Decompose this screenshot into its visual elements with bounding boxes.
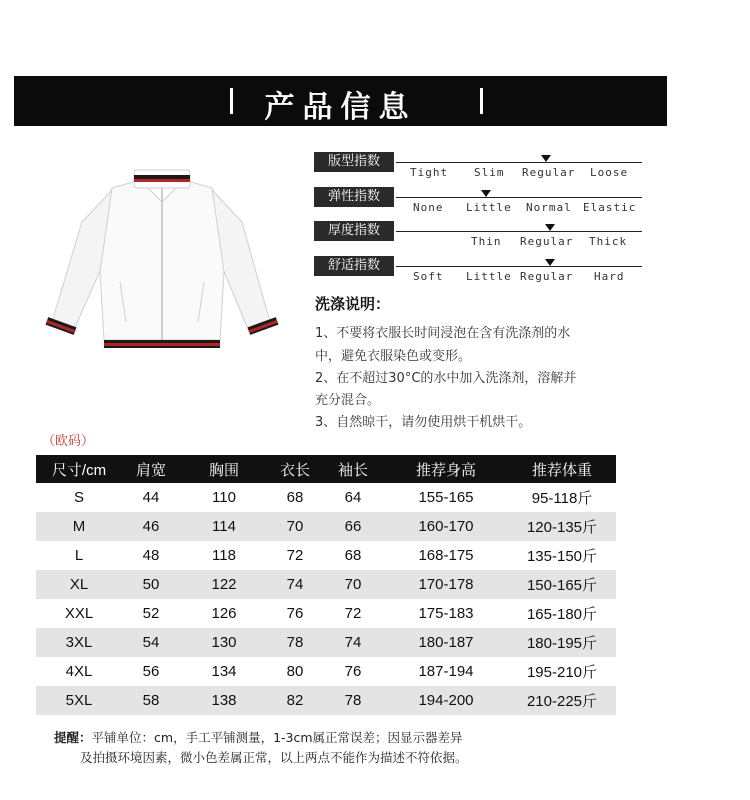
table-row — [36, 541, 616, 570]
table-cell: 68 — [286, 489, 304, 506]
table-cell: 76 — [286, 605, 304, 622]
table-cell: XL — [36, 570, 122, 599]
table-cell: 78 — [322, 686, 384, 715]
header-cell: 袖长 — [322, 455, 384, 483]
elasticity-option: Normal — [526, 201, 572, 214]
header-cell: 推荐身高 — [384, 455, 508, 483]
thickness-index-label: 厚度指数 — [314, 221, 394, 241]
fit-option: Tight — [410, 166, 449, 179]
comfort-index-label: 舒适指数 — [314, 256, 394, 276]
table-row — [36, 686, 616, 715]
table-cell: 78 — [268, 628, 322, 657]
table-cell: 74 — [322, 628, 384, 657]
table-cell: 168-175 — [418, 547, 474, 564]
washing-line: 2、在不超过30°C的水中加入洗涤剂，溶解并 — [315, 371, 577, 386]
product-info-header — [14, 76, 667, 126]
size-standard-note: （欧码） — [42, 434, 95, 449]
table-cell: 80 — [286, 663, 304, 680]
fit-index — [314, 152, 644, 184]
header-cell: 推荐体重 — [508, 455, 616, 483]
table-cell: 70 — [322, 570, 384, 599]
reminder-label: 提醒： — [54, 730, 92, 745]
size-table — [36, 455, 616, 715]
thickness-option: Regular — [520, 235, 574, 248]
thickness-index-marker — [545, 224, 555, 231]
table-cell: 187-194 — [418, 663, 474, 680]
table-cell: S — [73, 489, 84, 506]
header-cell: 肩宽 — [122, 455, 180, 483]
fit-option: Loose — [590, 166, 629, 179]
table-cell: 175-183 — [418, 605, 474, 622]
thickness-option: Thick — [589, 235, 628, 248]
table-cell: XXL — [64, 605, 94, 622]
table-cell: 50 — [122, 570, 180, 599]
table-cell: 48 — [142, 547, 160, 564]
table-cell: M — [36, 512, 122, 541]
table-cell: 110 — [212, 489, 236, 506]
fit-option: Slim — [474, 166, 505, 179]
table-cell: 118 — [212, 547, 236, 564]
table-cell: 165-180斤 — [526, 606, 598, 623]
elasticity-option: Little — [466, 201, 512, 214]
thickness-index — [314, 221, 644, 253]
reminder-line-1 — [54, 728, 654, 746]
table-cell: 114 — [180, 512, 268, 541]
table-cell: 95-118斤 — [531, 490, 593, 507]
washing-line: 充分混合。 — [315, 393, 381, 408]
thickness-index-scale — [396, 231, 642, 232]
table-cell: 66 — [322, 512, 384, 541]
table-cell: 210-225斤 — [508, 686, 616, 715]
table-cell: L — [74, 547, 84, 564]
table-cell: 134 — [211, 663, 237, 680]
comfort-option: Soft — [413, 270, 444, 283]
table-cell: 54 — [122, 628, 180, 657]
elasticity-index — [314, 187, 644, 219]
table-cell: 58 — [122, 686, 180, 715]
table-cell: 74 — [268, 570, 322, 599]
washing-title: 洗涤说明： — [315, 295, 391, 313]
comfort-index-scale — [396, 266, 642, 267]
table-cell: 170-178 — [384, 570, 508, 599]
table-cell: 138 — [180, 686, 268, 715]
table-cell: 64 — [344, 489, 362, 506]
table-cell: 122 — [180, 570, 268, 599]
table-row — [36, 570, 616, 599]
comfort-option: Regular — [520, 270, 574, 283]
table-cell: 72 — [286, 547, 304, 564]
elasticity-index-marker — [481, 190, 491, 197]
header-cell: 衣长 — [268, 455, 322, 483]
table-cell: 4XL — [65, 663, 93, 680]
table-cell: 68 — [344, 547, 362, 564]
table-row — [36, 628, 616, 657]
elasticity-index-label: 弹性指数 — [314, 187, 394, 207]
washing-line: 中，避免衣服染色或变形。 — [315, 349, 472, 364]
table-cell: 56 — [142, 663, 160, 680]
comfort-index-marker — [545, 259, 555, 266]
header-cell: 胸围 — [180, 455, 268, 483]
elasticity-option: None — [413, 201, 444, 214]
table-cell: 44 — [142, 489, 160, 506]
washing-line: 1、不要将衣服长时间浸泡在含有洗涤剂的水 — [315, 326, 571, 341]
table-cell: 180-195斤 — [508, 628, 616, 657]
thickness-option: Thin — [471, 235, 502, 248]
table-cell: 70 — [268, 512, 322, 541]
elasticity-index-scale — [396, 197, 642, 198]
header-divider-right — [480, 88, 483, 114]
table-cell: 5XL — [36, 686, 122, 715]
table-cell: 82 — [268, 686, 322, 715]
table-row — [36, 599, 616, 628]
table-cell: 3XL — [36, 628, 122, 657]
reminder-line-2: 及拍摄环境因素，微小色差属正常，以上两点不能作为描述不符依据。 — [80, 750, 468, 765]
fit-option: Regular — [522, 166, 576, 179]
table-cell: 120-135斤 — [508, 512, 616, 541]
table-cell: 160-170 — [384, 512, 508, 541]
table-row — [36, 657, 616, 686]
table-cell: 126 — [211, 605, 237, 622]
table-cell: 155-165 — [418, 489, 474, 506]
table-cell: 76 — [344, 663, 362, 680]
table-row — [36, 512, 616, 541]
header-cell: 尺寸/cm — [36, 455, 122, 483]
table-row — [36, 483, 616, 512]
fit-index-scale — [396, 162, 642, 163]
reminder-text: 平铺单位：cm，手工平铺测量，1-3cm属正常误差；因显示器差异 — [91, 730, 463, 745]
comfort-option: Little — [466, 270, 512, 283]
comfort-index — [314, 256, 644, 288]
table-cell: 130 — [180, 628, 268, 657]
elasticity-option: Elastic — [583, 201, 637, 214]
header-title: 产品信息 — [264, 90, 417, 125]
table-cell: 180-187 — [384, 628, 508, 657]
table-cell: 135-150斤 — [526, 548, 598, 565]
table-cell: 72 — [344, 605, 362, 622]
washing-line: 3、自然晾干，请勿使用烘干机烘干。 — [315, 415, 532, 430]
comfort-option: Hard — [594, 270, 625, 283]
size-table-header — [36, 455, 616, 483]
table-cell: 52 — [142, 605, 160, 622]
table-cell: 194-200 — [384, 686, 508, 715]
table-cell: 195-210斤 — [526, 664, 598, 681]
jacket-product-image — [42, 162, 282, 362]
fit-index-marker — [541, 155, 551, 162]
table-cell: 150-165斤 — [508, 570, 616, 599]
fit-index-label: 版型指数 — [314, 152, 394, 172]
table-cell: 46 — [122, 512, 180, 541]
